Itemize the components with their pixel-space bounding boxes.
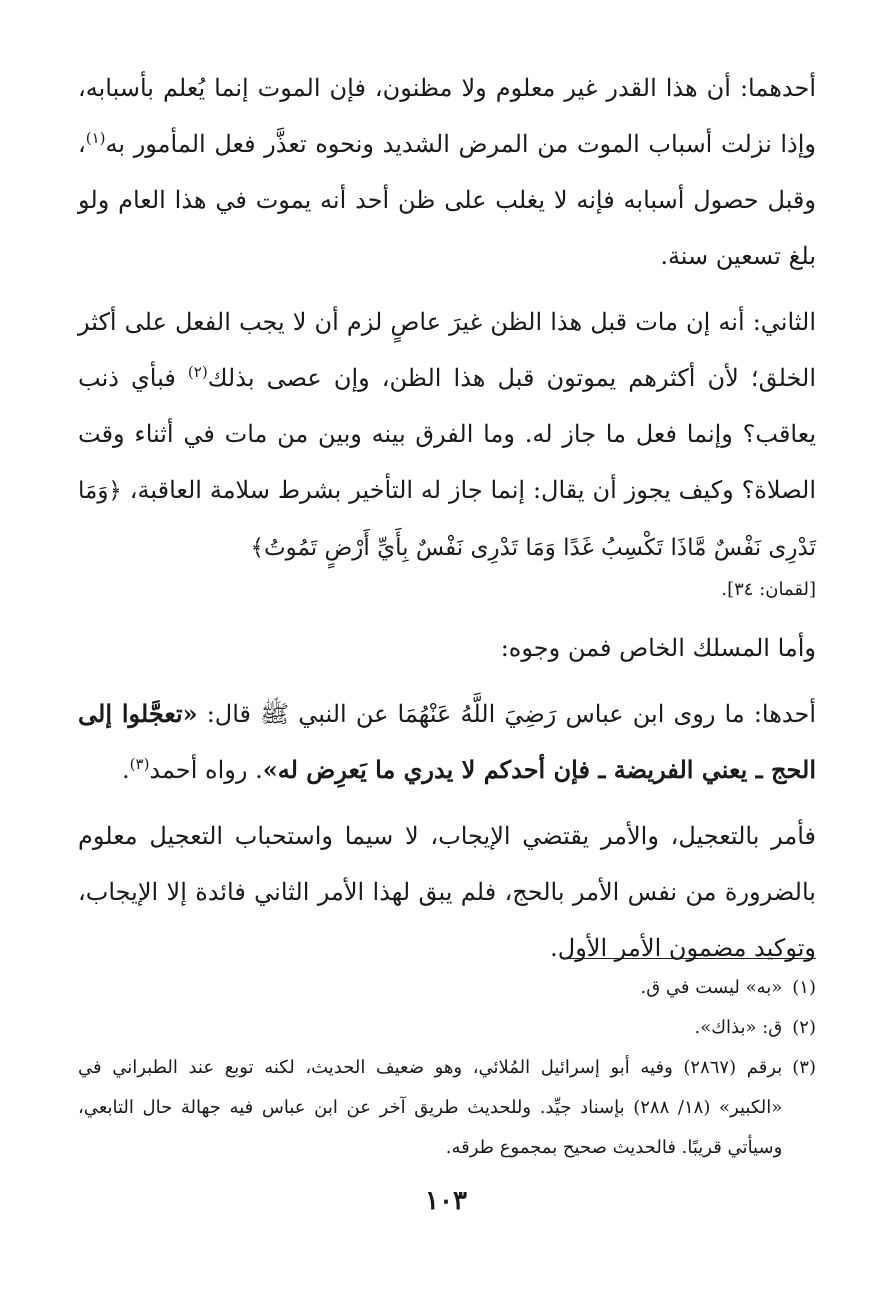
quran-verse: ﴿وَمَا تَدْرِى نَفْسٌ مَّاذَا تَكْسِبُ غَدًا وَمَا تَدْرِى نَفْسٌ بِأَيِّ أَرْضٍ تَمُوتُ﴾ (78, 478, 816, 561)
footnote-text: «به» ليست في ق. (640, 977, 783, 998)
paragraph-text: الثاني: أنه إن مات قبل هذا الظن غيرَ عاصٍ لزم أن لا يجب الفعل على أكثر الخلق؛ لأن أكثرهم يموتون قبل هذا الظن، وإن عصى بذلك (78, 308, 817, 392)
footnote-number: (٣) (792, 1057, 816, 1078)
main-text (78, 60, 816, 986)
paragraph-text: . رواه أحمد (149, 756, 263, 784)
footnote-item (78, 1008, 816, 1048)
paragraph-section-heading: وأما المسلك الخاص فمن وجوه: (500, 634, 816, 662)
paragraph-text: فبأي ذنب يعاقب؟ وإنما فعل ما جاز له. وما الفرق بينه وبين من مات في أثناء وقت الصلاة؟ وكيف يجوز أن يقال: إنما جاز له التأخير بشرط سلامة العاقبة، (78, 364, 816, 504)
page-number: ١٠٣ (425, 1186, 467, 1216)
footnote-text: برقم (٢٨٦٧) وفيه أبو إسرائيل المُلائي، وهو ضعيف الحديث، لكنه توبع عند الطبراني في «الكبير» (١٨/ ٢٨٨) بإسناد جيِّد. وللحديث طريق آخر عن ابن عباس فيه جهالة حال التابعي، وسيأتي قريبًا. فالحديث صحيح بمجموع طرقه. (78, 1057, 783, 1158)
footnote-marker[interactable]: (٣) (129, 755, 150, 773)
paragraph-text: أحدها: ما روى ابن عباس رَضِيَ اللَّهُ عَنْهُمَا عن النبي ﷺ قال: (197, 700, 816, 728)
footnotes (78, 968, 816, 1168)
paragraph-second-reason (78, 294, 816, 576)
footnote-item (78, 968, 816, 1008)
footnote-marker[interactable]: (١) (85, 129, 106, 147)
paragraph-text: ، وقبل حصول أسبابه فإنه لا يغلب على ظن أحد أنه يموت في هذا العام ولو بلغ تسعين سنة. (78, 130, 816, 270)
hadith-quote: «تعجَّلوا إلى الحج ـ يعني الفريضة ـ فإن أحدكم لا يدري ما يَعرِض له» (78, 699, 816, 784)
footnote-text: ق: «بذاك». (694, 1017, 783, 1038)
footnote-number: (٢) (792, 1017, 816, 1038)
surah-reference: [لقمان: ٣٤]. (721, 579, 816, 600)
paragraph-conclusion: فأمر بالتعجيل، والأمر يقتضي الإيجاب، لا سيما واستحباب التعجيل معلوم بالضرورة من نفس الأمر بالحج، فلم يبق لهذا الأمر الثاني فائدة إلا الإيجاب، وتوكيد مضمون الأمر الأول. (78, 822, 816, 962)
paragraph-hadith (78, 686, 816, 798)
footnote-item (78, 1048, 816, 1168)
footnote-marker[interactable]: (٢) (187, 363, 208, 381)
paragraph-text: أحدهما: أن هذا القدر غير معلوم ولا مظنون، فإن الموت إنما يُعلم بأسبابه، وإذا نزلت أسباب الموت من المرض الشديد ونحوه تعذَّر فعل المأمور به (78, 74, 816, 158)
footnote-divider (563, 958, 816, 959)
footnote-number: (١) (792, 977, 816, 998)
paragraph-first-reason (78, 60, 816, 284)
paragraph-text: . (122, 756, 130, 784)
